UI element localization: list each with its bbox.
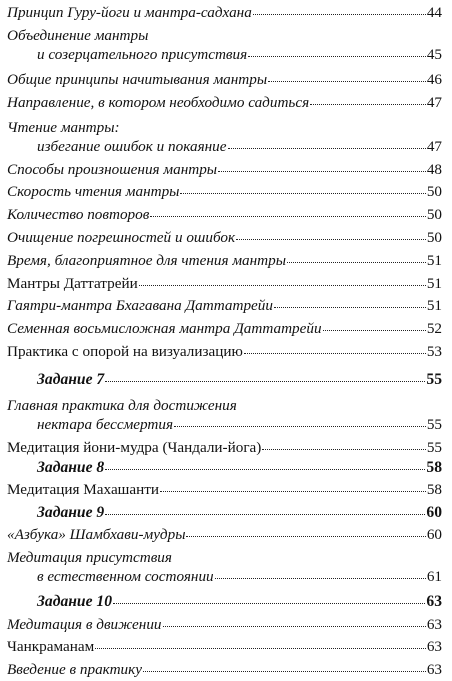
dot-leader: [139, 284, 426, 286]
dot-leader: [160, 490, 426, 492]
toc-entry-title: Семенная восьмисложная мантра Даттатрейи: [7, 320, 322, 337]
toc-entry-title: Практика с опорой на визуализацию: [7, 343, 243, 360]
toc-entry[interactable]: [7, 416, 442, 433]
toc-entry-page-number: 63: [426, 661, 442, 678]
toc-entry-page-number: 47: [426, 138, 442, 155]
toc-entry-page-number: 47: [426, 94, 442, 111]
toc-entry-title: «Азбука» Шамбхави-мудры: [7, 526, 186, 543]
toc-entry[interactable]: [7, 616, 442, 633]
toc-entry-title: Принцип Гуру-йоги и мантра-садхана: [7, 4, 252, 21]
toc-entry-page-number: 63: [426, 593, 442, 610]
dot-leader: [244, 352, 426, 354]
toc-entry-title: Объединение мантры: [7, 27, 149, 44]
toc-entry-page-number: 51: [426, 275, 442, 292]
toc-entry-title: Главная практика для достижения: [7, 397, 237, 414]
dot-leader: [248, 55, 426, 57]
toc-entry-title: Задание 10: [37, 593, 113, 610]
toc-entry-title: Гаятри-мантра Бхагавана Даттатрейи: [7, 297, 273, 314]
toc-entry-page-number: 55: [426, 416, 442, 433]
toc-entry-page-number: 63: [426, 616, 442, 633]
toc-entry[interactable]: [7, 94, 442, 111]
toc-entry-title: нектара бессмертия: [37, 416, 174, 433]
toc-entry-page-number: 53: [426, 343, 442, 360]
dot-leader: [95, 647, 426, 649]
toc-entry[interactable]: [7, 371, 442, 388]
toc-entry-title: Способы произношения мантры: [7, 161, 218, 178]
toc-entry-page-number: 55: [426, 439, 442, 456]
toc-entry-title: Медитация присутствия: [7, 549, 172, 566]
toc-entry[interactable]: [7, 459, 442, 476]
toc-entry-title: Направление, в котором необходимо садиться: [7, 94, 310, 111]
dot-leader: [186, 535, 425, 537]
toc-entry-title: Общие принципы начитывания мантры: [7, 71, 268, 88]
toc-entry-page-number: 60: [426, 504, 442, 521]
toc-entry[interactable]: [7, 46, 442, 63]
dot-leader: [268, 80, 426, 82]
toc-entry-page-number: 50: [426, 229, 442, 246]
toc-entry[interactable]: [7, 252, 442, 269]
toc-entry-page-number: 58: [426, 459, 442, 476]
dot-leader: [218, 170, 426, 172]
toc-entry[interactable]: [7, 71, 442, 88]
toc-entry-title: Задание 9: [37, 504, 105, 521]
toc-entry-title: в естественном состоянии: [37, 568, 214, 585]
toc-entry[interactable]: [7, 275, 442, 292]
toc-entry-title: Скорость чтения мантры: [7, 183, 180, 200]
toc-entry[interactable]: [7, 549, 172, 566]
toc-entry-page-number: 52: [426, 320, 442, 337]
dot-leader: [287, 261, 426, 263]
toc-entry[interactable]: [7, 27, 148, 44]
toc-entry-title: Время, благоприятное для чтения мантры: [7, 252, 287, 269]
toc-entry-page-number: 45: [426, 46, 442, 63]
toc-entry-page-number: 50: [426, 206, 442, 223]
toc-entry-page-number: 44: [426, 4, 442, 21]
toc-entry[interactable]: [7, 297, 442, 314]
toc-entry-title: Медитация йони-мудра (Чандали-йога): [7, 439, 262, 456]
toc-entry[interactable]: [7, 504, 442, 521]
toc-entry-title: Введение в практику: [7, 661, 142, 678]
toc-entry[interactable]: [7, 161, 442, 178]
dot-leader: [113, 602, 425, 604]
dot-leader: [262, 448, 425, 450]
dot-leader: [105, 468, 425, 470]
dot-leader: [105, 513, 425, 515]
dot-leader: [105, 380, 425, 382]
toc-entry-title: Медитация в движении: [7, 616, 162, 633]
toc-entry[interactable]: [7, 343, 442, 360]
toc-entry-page-number: 58: [426, 481, 442, 498]
toc-entry-title: Мантры Даттатрейи: [7, 275, 138, 292]
dot-leader: [228, 147, 426, 149]
toc-entry-title: Задание 8: [37, 459, 105, 476]
toc-entry-page-number: 48: [426, 161, 442, 178]
dot-leader: [310, 103, 426, 105]
toc-entry-page-number: 50: [426, 183, 442, 200]
toc-entry-title: Очищение погрешностей и ошибок: [7, 229, 236, 246]
toc-entry-title: Чтение мантры:: [7, 119, 120, 136]
toc-entry[interactable]: [7, 526, 442, 543]
toc-entry-title: Количество повторов: [7, 206, 150, 223]
dot-leader: [163, 625, 426, 627]
toc-entry-page-number: 46: [426, 71, 442, 88]
toc-entry-page-number: 55: [426, 371, 442, 388]
toc-entry-page-number: 61: [426, 568, 442, 585]
toc-entry[interactable]: [7, 206, 442, 223]
dot-leader: [323, 329, 426, 331]
toc-entry-title: Задание 7: [37, 371, 105, 388]
dot-leader: [180, 192, 425, 194]
toc-entry[interactable]: [7, 439, 442, 456]
toc-entry[interactable]: [7, 661, 442, 678]
dot-leader: [143, 670, 426, 672]
dot-leader: [215, 577, 426, 579]
toc-entry[interactable]: [7, 183, 442, 200]
toc-entry[interactable]: [7, 119, 120, 136]
toc-entry[interactable]: [7, 568, 442, 585]
toc-entry-title: избегание ошибок и покаяние: [37, 138, 227, 155]
toc-entry-page-number: 60: [426, 526, 442, 543]
dot-leader: [236, 238, 426, 240]
toc-entry[interactable]: [7, 397, 237, 414]
toc-entry[interactable]: [7, 320, 442, 337]
toc-entry[interactable]: [7, 481, 442, 498]
toc-entry-page-number: 51: [426, 297, 442, 314]
toc-entry[interactable]: [7, 638, 442, 655]
toc-entry-title: и созерцательного присутствия: [37, 46, 248, 63]
toc-entry[interactable]: [7, 593, 442, 610]
dot-leader: [253, 13, 426, 15]
dot-leader: [174, 425, 426, 427]
toc-entry-title: Медитация Махашанти: [7, 481, 160, 498]
toc-entry[interactable]: [7, 4, 442, 21]
toc-entry-page-number: 63: [426, 638, 442, 655]
dot-leader: [274, 306, 426, 308]
toc-entry-title: Чанкраманам: [7, 638, 95, 655]
toc-entry-page-number: 51: [426, 252, 442, 269]
toc-entry[interactable]: [7, 229, 442, 246]
toc-entry[interactable]: [7, 138, 442, 155]
dot-leader: [150, 215, 425, 217]
